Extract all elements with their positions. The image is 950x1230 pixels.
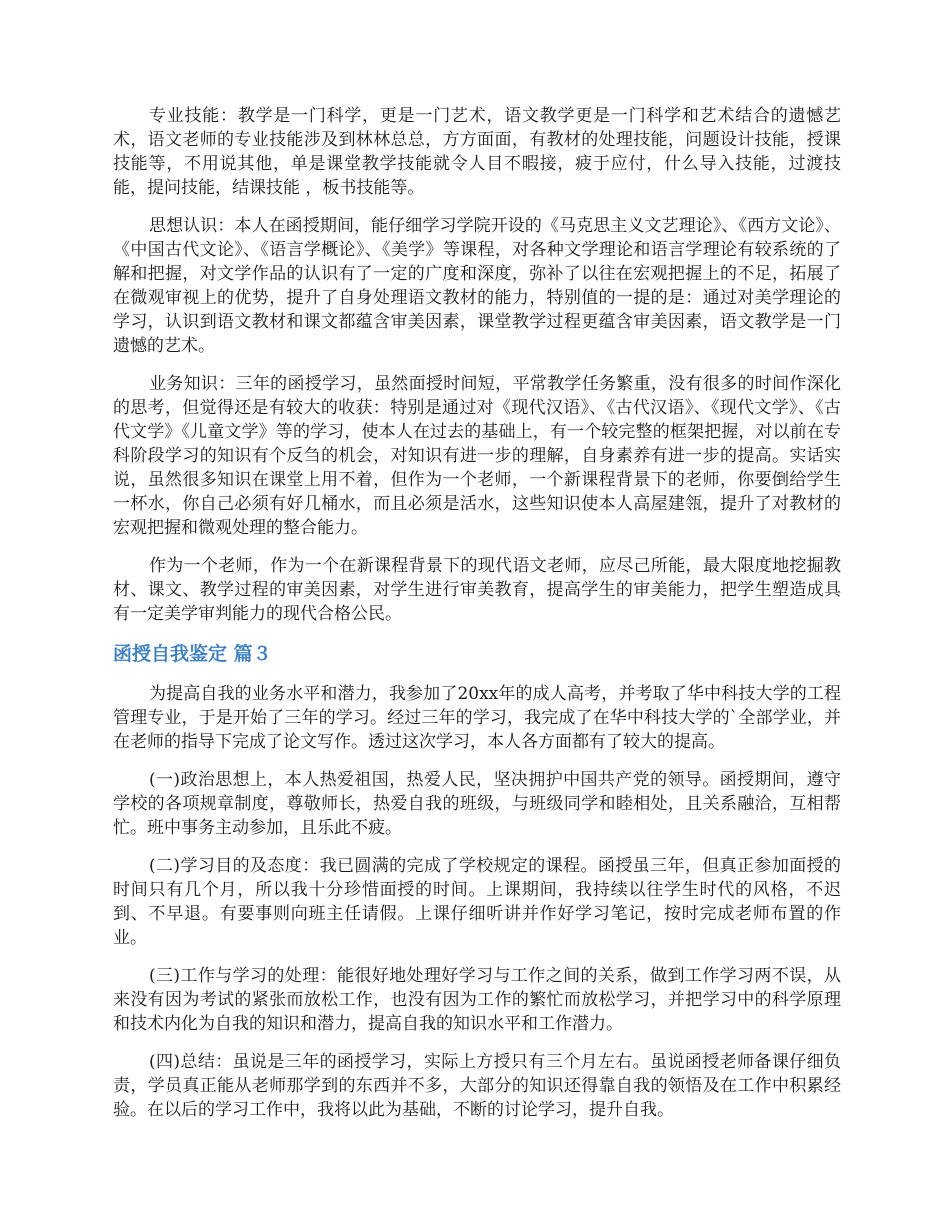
paragraph-work-study-balance: (三)工作与学习的处理：能很好地处理好学习与工作之间的关系，做到工作学习两不误，从来没有因为考试的紧张而放松工作，也没有因为工作的繁忙而放松学习，并把学习中的科学原理和技术内化为自我的知识和潜力，提高自我的知识水平和工作潜力。 [113, 966, 841, 1034]
paragraph-professional-skills: 专业技能：教学是一门科学，更是一门艺术，语文教学更是一门科学和艺术结合的遗憾艺术，语文老师的专业技能涉及到林林总总，方方面面，有教材的处理技能，问题设计技能，授课技能等，不用说其他，单是课堂教学技能就令人目不暇接，疲于应付，什么导入技能，过渡技能，提问技能，结课技能 ，板书技能等。 [113, 106, 841, 198]
section-heading: 函授自我鉴定 篇３ [113, 643, 272, 665]
paragraph-ideological-understanding: 思想认识：本人在函授期间，能仔细学习学院开设的《马克思主义文艺理论》、《西方文论》、《中国古代文论》、《语言学概论》、《美学》等课程，对各种文学理论和语言学理论有较系统的了解和把握，对文学作品的认识有了一定的广度和深度，弥补了以往在宏观把握上的不足，拓展了在微观审视上的优势，提升了自身处理语文教材的能力，特别值的一提的是：通过对美学理论的学习，认识到语文教材和课文都蕴含审美因素，课堂教学过程更蕴含审美因素，语文教学是一门遗憾的艺术。 [113, 216, 841, 356]
paragraph-political-thought: (一)政治思想上，本人热爱祖国，热爱人民，坚决拥护中国共产党的领导。函授期间，遵守学校的各项规章制度，尊敬师长，热爱自我的班级，与班级同学和睦相处，且关系融洽，互相帮忙。班中事务主动参加，且乐此不疲。 [113, 770, 841, 838]
paragraph-introduction: 为提高自我的业务水平和潜力，我参加了20xx年的成人高考，并考取了华中科技大学的工程管理专业，于是开始了三年的学习。经过三年的学习，我完成了在华中科技大学的`全部学业，并在老师的指导下完成了论文写作。透过这次学习，本人各方面都有了较大的提高。 [113, 684, 841, 752]
paragraph-summary: (四)总结：虽说是三年的函授学习，实际上方授只有三个月左右。虽说函授老师备课仔细负责，学员真正能从老师那学到的东西并不多，大部分的知识还得靠自我的领悟及在工作中积累经验。在以后的学习工作中，我将以此为基础，不断的讨论学习，提升自我。 [113, 1052, 841, 1120]
paragraph-teacher-role: 作为一个老师，作为一个在新课程背景下的现代语文老师，应尽己所能，最大限度地挖掘教材、课文、教学过程的审美因素，对学生进行审美教育，提高学生的审美能力，把学生塑造成具有一定美学审判能力的现代合格公民。 [113, 556, 841, 624]
document-page [113, 104, 841, 1136]
paragraph-business-knowledge: 业务知识：三年的函授学习，虽然面授时间短，平常教学任务繁重，没有很多的时间作深化的思考，但觉得还是有较大的收获：特别是通过对《现代汉语》、《古代汉语》、《现代文学》、《古代文学》《儿童文学》等的学习，使本人在过去的基础上，有一个较完整的框架把握，对以前在专科阶段学习的知识有个反刍的机会，对知识有进一步的理解，自身素养有进一步的提高。实话实说，虽然很多知识在课堂上用不着，但作为一个老师，一个新课程背景下的老师，你要倒给学生一杯水，你自己必须有好几桶水，而且必须是活水，这些知识使本人高屋建瓴，提升了对教材的宏观把握和微观处理的整合能力。 [113, 374, 841, 538]
paragraph-study-attitude: (二)学习目的及态度：我已圆满的完成了学校规定的课程。函授虽三年，但真正参加面授的时间只有几个月，所以我十分珍惜面授的时间。上课期间，我持续以往学生时代的风格，不迟到、不早退。有要事则向班主任请假。上课仔细听讲并作好学习笔记，按时完成老师布置的作业。 [113, 856, 841, 948]
